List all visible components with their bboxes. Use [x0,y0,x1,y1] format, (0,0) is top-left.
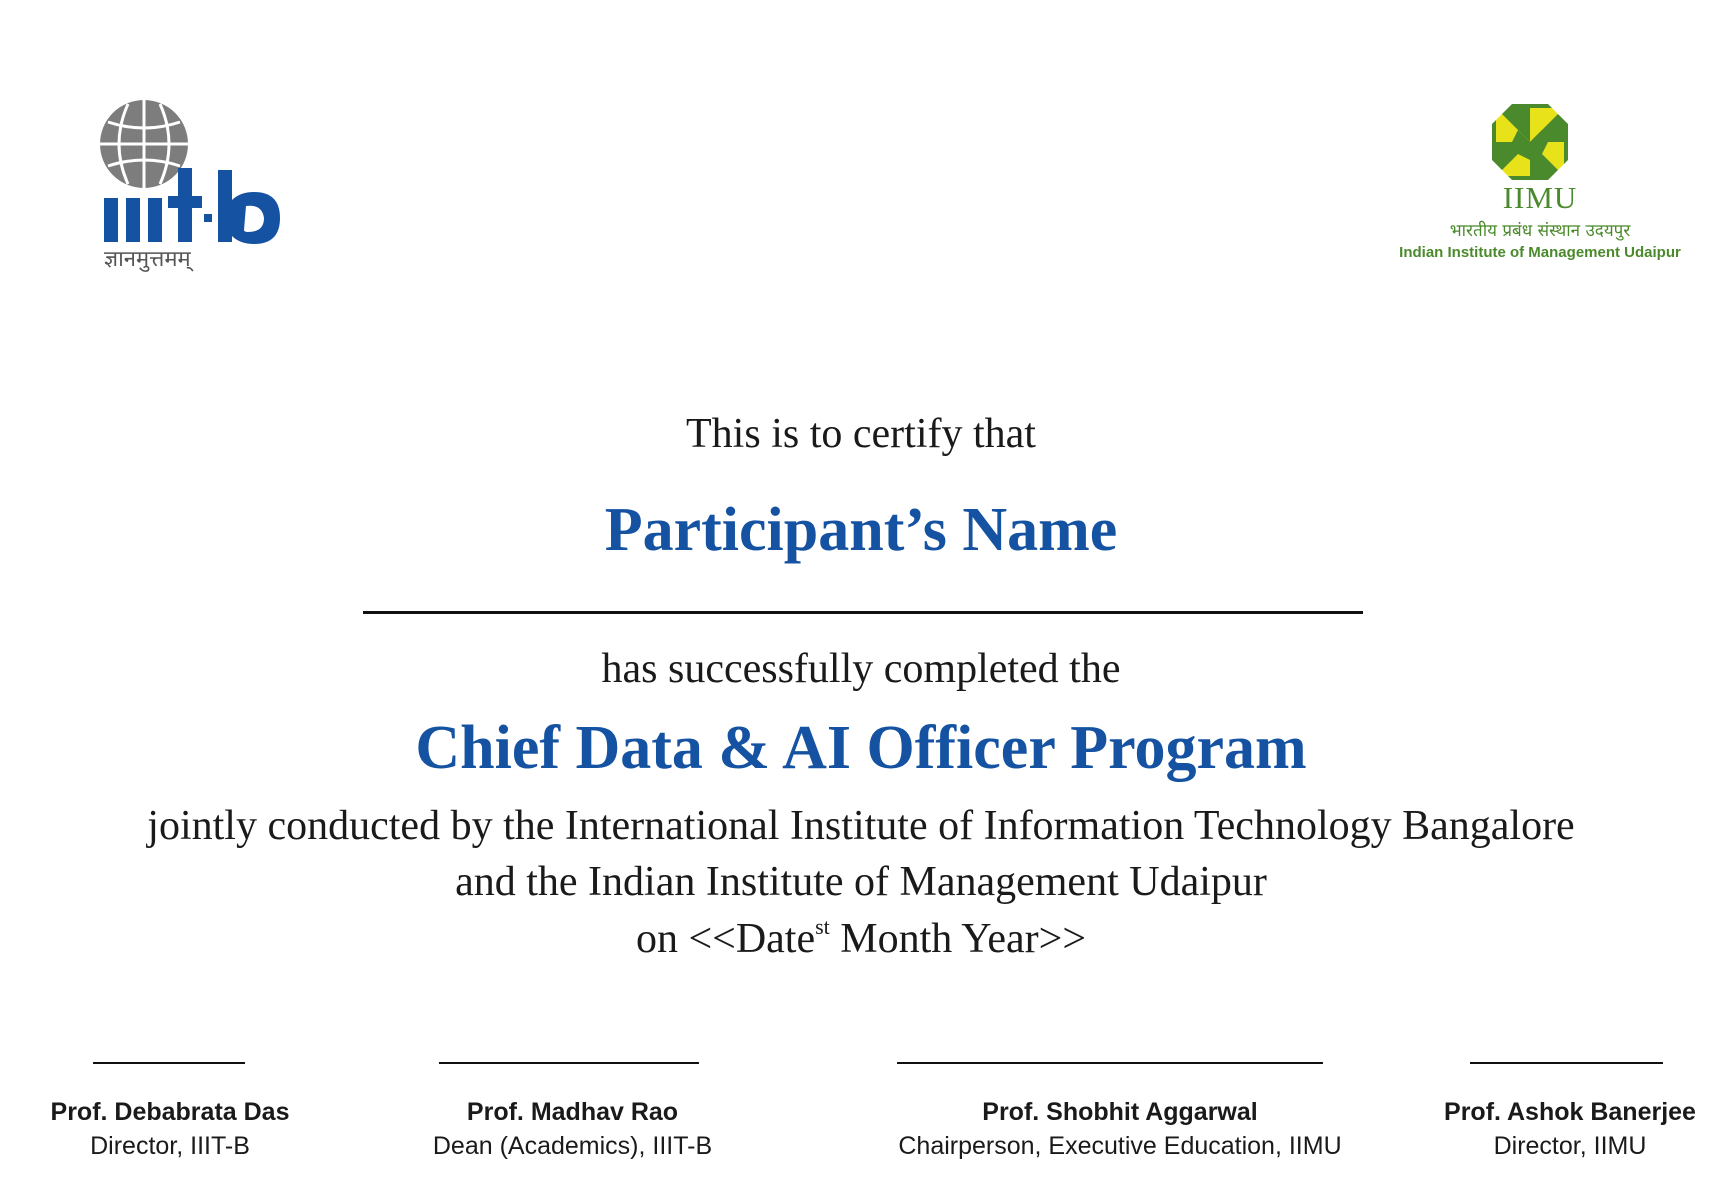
iimu-logo [1380,100,1700,270]
iimu-pinwheel-icon [1492,104,1568,180]
iimu-full-name: Indian Institute of Management Udaipur [1399,244,1681,261]
signatory-name: Prof. Madhav Rao [466,1098,679,1126]
signature-line [93,1062,245,1064]
date-suffix: st [815,914,830,939]
iiitb-logo [98,100,308,275]
iiitb-motto: ज्ञानमुत्तमम् [104,247,191,272]
signatory-role: Dean (Academics), IIIT-B [432,1132,713,1160]
completed-line: has successfully completed the [601,646,1121,692]
signatory-name: Prof. Shobhit Aggarwal [982,1098,1258,1126]
certify-line: This is to certify that [686,411,1036,457]
signatory-name: Prof. Debabrata Das [50,1098,290,1126]
signatory-name: Prof. Ashok Banerjee [1444,1098,1696,1126]
joint-line-1: jointly conducted by the International Institute of Information Technology Bangalore [147,803,1575,849]
date-prefix: on <<Date [635,916,816,962]
signatory-role: Director, IIMU [1493,1132,1647,1160]
iimu-abbr: IIMU [1502,180,1578,215]
joint-line-2: and the Indian Institute of Management Udaipur [455,859,1267,905]
program-name: Chief Data & AI Officer Program [415,714,1307,782]
signature-line [1470,1062,1663,1064]
signatory-role: Director, IIIT-B [90,1132,250,1160]
name-underline [363,611,1363,614]
signature-line [439,1062,699,1064]
iiitb-globe-icon [98,100,308,245]
date-line [0,914,1722,963]
iimu-hindi-name: भारतीय प्रबंध संस्थान उदयपुर [1449,221,1631,241]
date-rest: Month Year>> [829,916,1087,962]
signature-line [897,1062,1323,1064]
participant-name: Participant’s Name [604,496,1118,564]
signatory-role: Chairperson, Executive Education, IIMU [898,1132,1342,1160]
